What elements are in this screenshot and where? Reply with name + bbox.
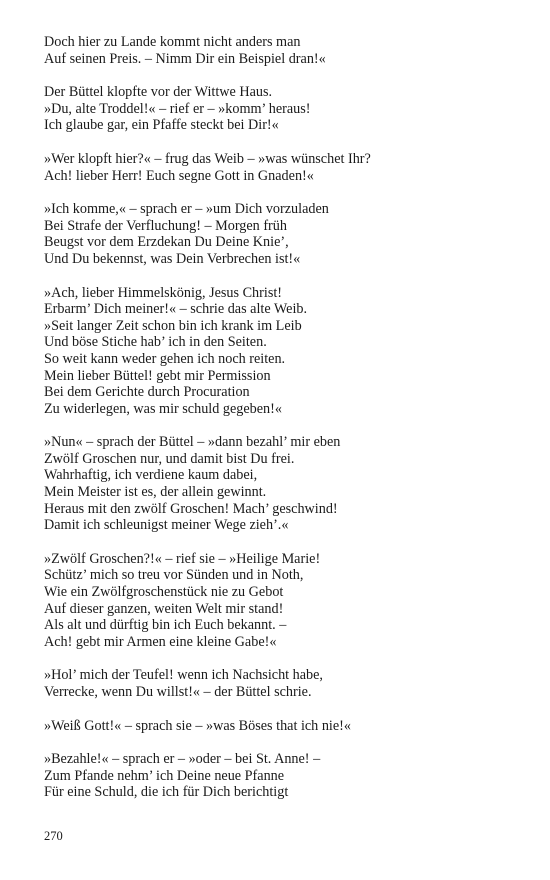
- verse-line: »Weiß Gott!« – sprach sie – »was Böses that ich nie!«: [44, 717, 351, 734]
- verse-line: Bei Strafe der Verfluchung! – Morgen früh: [44, 217, 287, 234]
- stanza: [44, 285, 524, 418]
- verse-line: Schütz’ mich so treu vor Sünden und in Noth,: [44, 567, 304, 584]
- verse-line: Erbarm’ Dich meiner!« – schrie das alte Weib.: [44, 301, 308, 318]
- stanza: [44, 201, 524, 267]
- stanza: [44, 434, 524, 534]
- verse-line: Zum Pfande nehm’ ich Deine neue Pfanne: [44, 767, 285, 784]
- verse-line: Und Du bekennst, was Dein Verbrechen ist!«: [44, 250, 301, 267]
- verse-line: So weit kann weder gehen ich noch reiten.: [44, 350, 286, 367]
- poem-text: [44, 34, 524, 818]
- verse-line: Mein lieber Büttel! gebt mir Permission: [44, 367, 271, 384]
- verse-line: »Du, alte Troddel!« – rief er – »komm’ heraus!: [44, 100, 311, 117]
- verse-line: Mein Meister ist es, der allein gewinnt.: [44, 484, 267, 501]
- stanza: [44, 34, 524, 67]
- verse-line: »Seit langer Zeit schon bin ich krank im Leib: [44, 317, 302, 334]
- verse-line: »Nun« – sprach der Büttel – »dann bezahl’ mir eben: [44, 434, 341, 451]
- verse-line: »Zwölf Groschen?!« – rief sie – »Heilige Marie!: [44, 550, 321, 567]
- stanza: [44, 84, 524, 134]
- verse-line: »Ich komme,« – sprach er – »um Dich vorzuladen: [44, 201, 329, 218]
- verse-line: Doch hier zu Lande kommt nicht anders man: [44, 34, 301, 50]
- verse-line: »Ach, lieber Himmelskönig, Jesus Christ!: [44, 284, 283, 301]
- page-number: 270: [44, 829, 63, 843]
- verse-line: »Hol’ mich der Teufel! wenn ich Nachsicht habe,: [44, 667, 323, 684]
- verse-line: Verrecke, wenn Du willst!« – der Büttel schrie.: [44, 684, 312, 700]
- verse-line: Zwölf Groschen nur, und damit bist Du frei.: [44, 450, 295, 467]
- verse-line: Auf dieser ganzen, weiten Welt mir stand!: [44, 600, 284, 617]
- verse-line: Wie ein Zwölfgroschenstück nie zu Gebot: [44, 584, 284, 601]
- verse-line: Heraus mit den zwölf Groschen! Mach’ geschwind!: [44, 500, 338, 517]
- verse-line: Auf seinen Preis. – Nimm Dir ein Beispiel dran!«: [44, 50, 326, 67]
- verse-line: Bei dem Gerichte durch Procuration: [44, 384, 250, 401]
- verse-line: »Bezahle!« – sprach er – »oder – bei St. Anne! –: [44, 751, 321, 768]
- verse-line: Ich glaube gar, ein Pfaffe steckt bei Dir!«: [44, 117, 279, 134]
- verse-line: Beugst vor dem Erzdekan Du Deine Knie’,: [44, 234, 289, 251]
- verse-line: Als alt und dürftig bin ich Euch bekannt. –: [44, 617, 287, 634]
- verse-line: Für eine Schuld, die ich für Dich berichtigt: [44, 784, 289, 801]
- stanza: [44, 751, 524, 801]
- stanza: [44, 718, 524, 735]
- stanza: [44, 667, 524, 700]
- verse-line: Ach! gebt mir Armen eine kleine Gabe!«: [44, 633, 277, 650]
- verse-line: Und böse Stiche hab’ ich in den Seiten.: [44, 334, 267, 351]
- verse-line: Zu widerlegen, was mir schuld gegeben!«: [44, 400, 282, 417]
- verse-line: Der Büttel klopfte vor der Wittwe Haus.: [44, 84, 273, 101]
- verse-line: Ach! lieber Herr! Euch segne Gott in Gnaden!«: [44, 167, 314, 184]
- verse-line: Wahrhaftig, ich verdiene kaum dabei,: [44, 467, 258, 484]
- verse-line: Damit ich schleunigst meiner Wege zieh’.«: [44, 517, 289, 534]
- stanza: [44, 151, 524, 184]
- stanza: [44, 551, 524, 651]
- verse-line: »Wer klopft hier?« – frug das Weib – »was wünschet Ihr?: [44, 150, 371, 167]
